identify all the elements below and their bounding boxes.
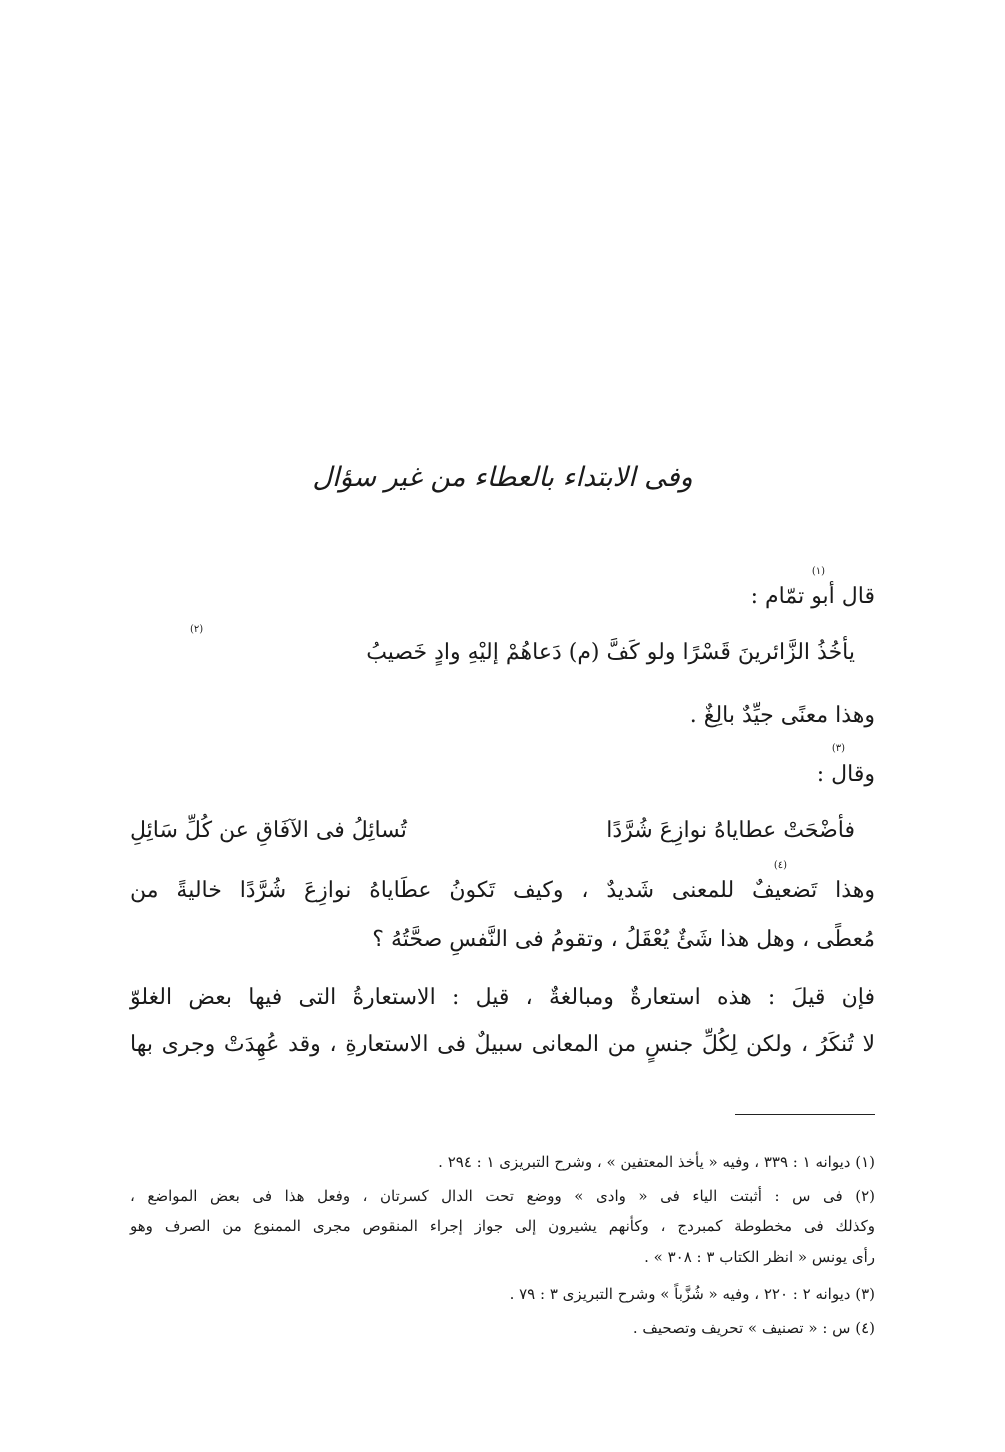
intro-line-2: وقال : [816, 762, 875, 787]
footnote-1: (١) ديوانه ١ : ٣٣٩ ، وفيه « يأخذ المعتفين » ، وشرح التبريزى ١ : ٢٩٤ . [438, 1153, 875, 1171]
verse-2-first-hemistich: فأضْحَتْ عطاياهُ نوازِعَ شُرَّدًا [606, 818, 855, 843]
section-heading: وفى الابتداء بالعطاء من غير سؤال [312, 462, 693, 493]
intro-line-1: قال أبو تمّام : [750, 584, 875, 609]
footnote-2-line-1: (٢) فى س : أثبتت الياء فى « وادى » ووضع تحت الدال كسرتان ، وفعل هذا فى بعض المواضع ، [130, 1187, 875, 1205]
footnote-marker-2: (٢) [190, 624, 204, 635]
footnote-2-line-2: وكذلك فى مخطوطة كمبردج ، وكأنهم يشيرون إلى جواز إجراء المنقوص مجرى الممنوع من الصرف وهو [130, 1217, 875, 1235]
paragraph-1-line-1: وهذا تَضعيفٌ للمعنى شَديدٌ ، وكيف تَكونُ عطَاياهُ نوازِعَ شُرَّدًا خاليةً من [130, 878, 875, 903]
footnote-marker-4: (٤) [773, 860, 787, 871]
verse-2 [130, 818, 855, 843]
footnote-4: (٤) س : « تصنيف » تحريف وتصحيف . [632, 1319, 875, 1337]
paragraph-1-line-2: مُعطًى ، وهل هذا شَئٌ يُعْقَلُ ، وتقومُ فى النَّفسِ صحَّتُهُ ؟ [372, 927, 875, 952]
verse-2-second-hemistich: تُسائِلُ فى الآفَاقِ عن كُلِّ سَائِلِ [130, 818, 407, 843]
footnote-3: (٣) ديوانه ٢ : ٢٢٠ ، وفيه « شُزَّباً » وشرح التبريزى ٣ : ٧٩ . [509, 1285, 875, 1303]
paragraph-2-line-2: لا تُنكَرُ ، ولكن لِكُلِّ جنسٍ من المعانى سبيلٌ فى الاستعارةِ ، وقد عُهِدَتْ وجرى بها [130, 1032, 875, 1057]
footnote-marker-1: (١) [811, 566, 825, 577]
verse-1: يأخُذُ الزَّائرينَ قَسْرًا ولو كَفَّ (م) دَعاهُمْ إليْهِ وادٍ خَصيبُ [366, 640, 855, 665]
footnote-separator [735, 1114, 875, 1115]
paragraph-2-line-1: فإن قيلَ : هذه استعارةٌ ومبالغةٌ ، قيل : الاستعارةُ التى فيها بعض الغلوّ [130, 985, 875, 1010]
footnote-marker-3: (٣) [831, 743, 845, 754]
footnote-2-line-3: رأى يونس « انظر الكتاب ٣ : ٣٠٨ » . [644, 1248, 875, 1266]
comment-1: وهذا معنًى جيِّدٌ بالِغٌ . [689, 703, 875, 728]
